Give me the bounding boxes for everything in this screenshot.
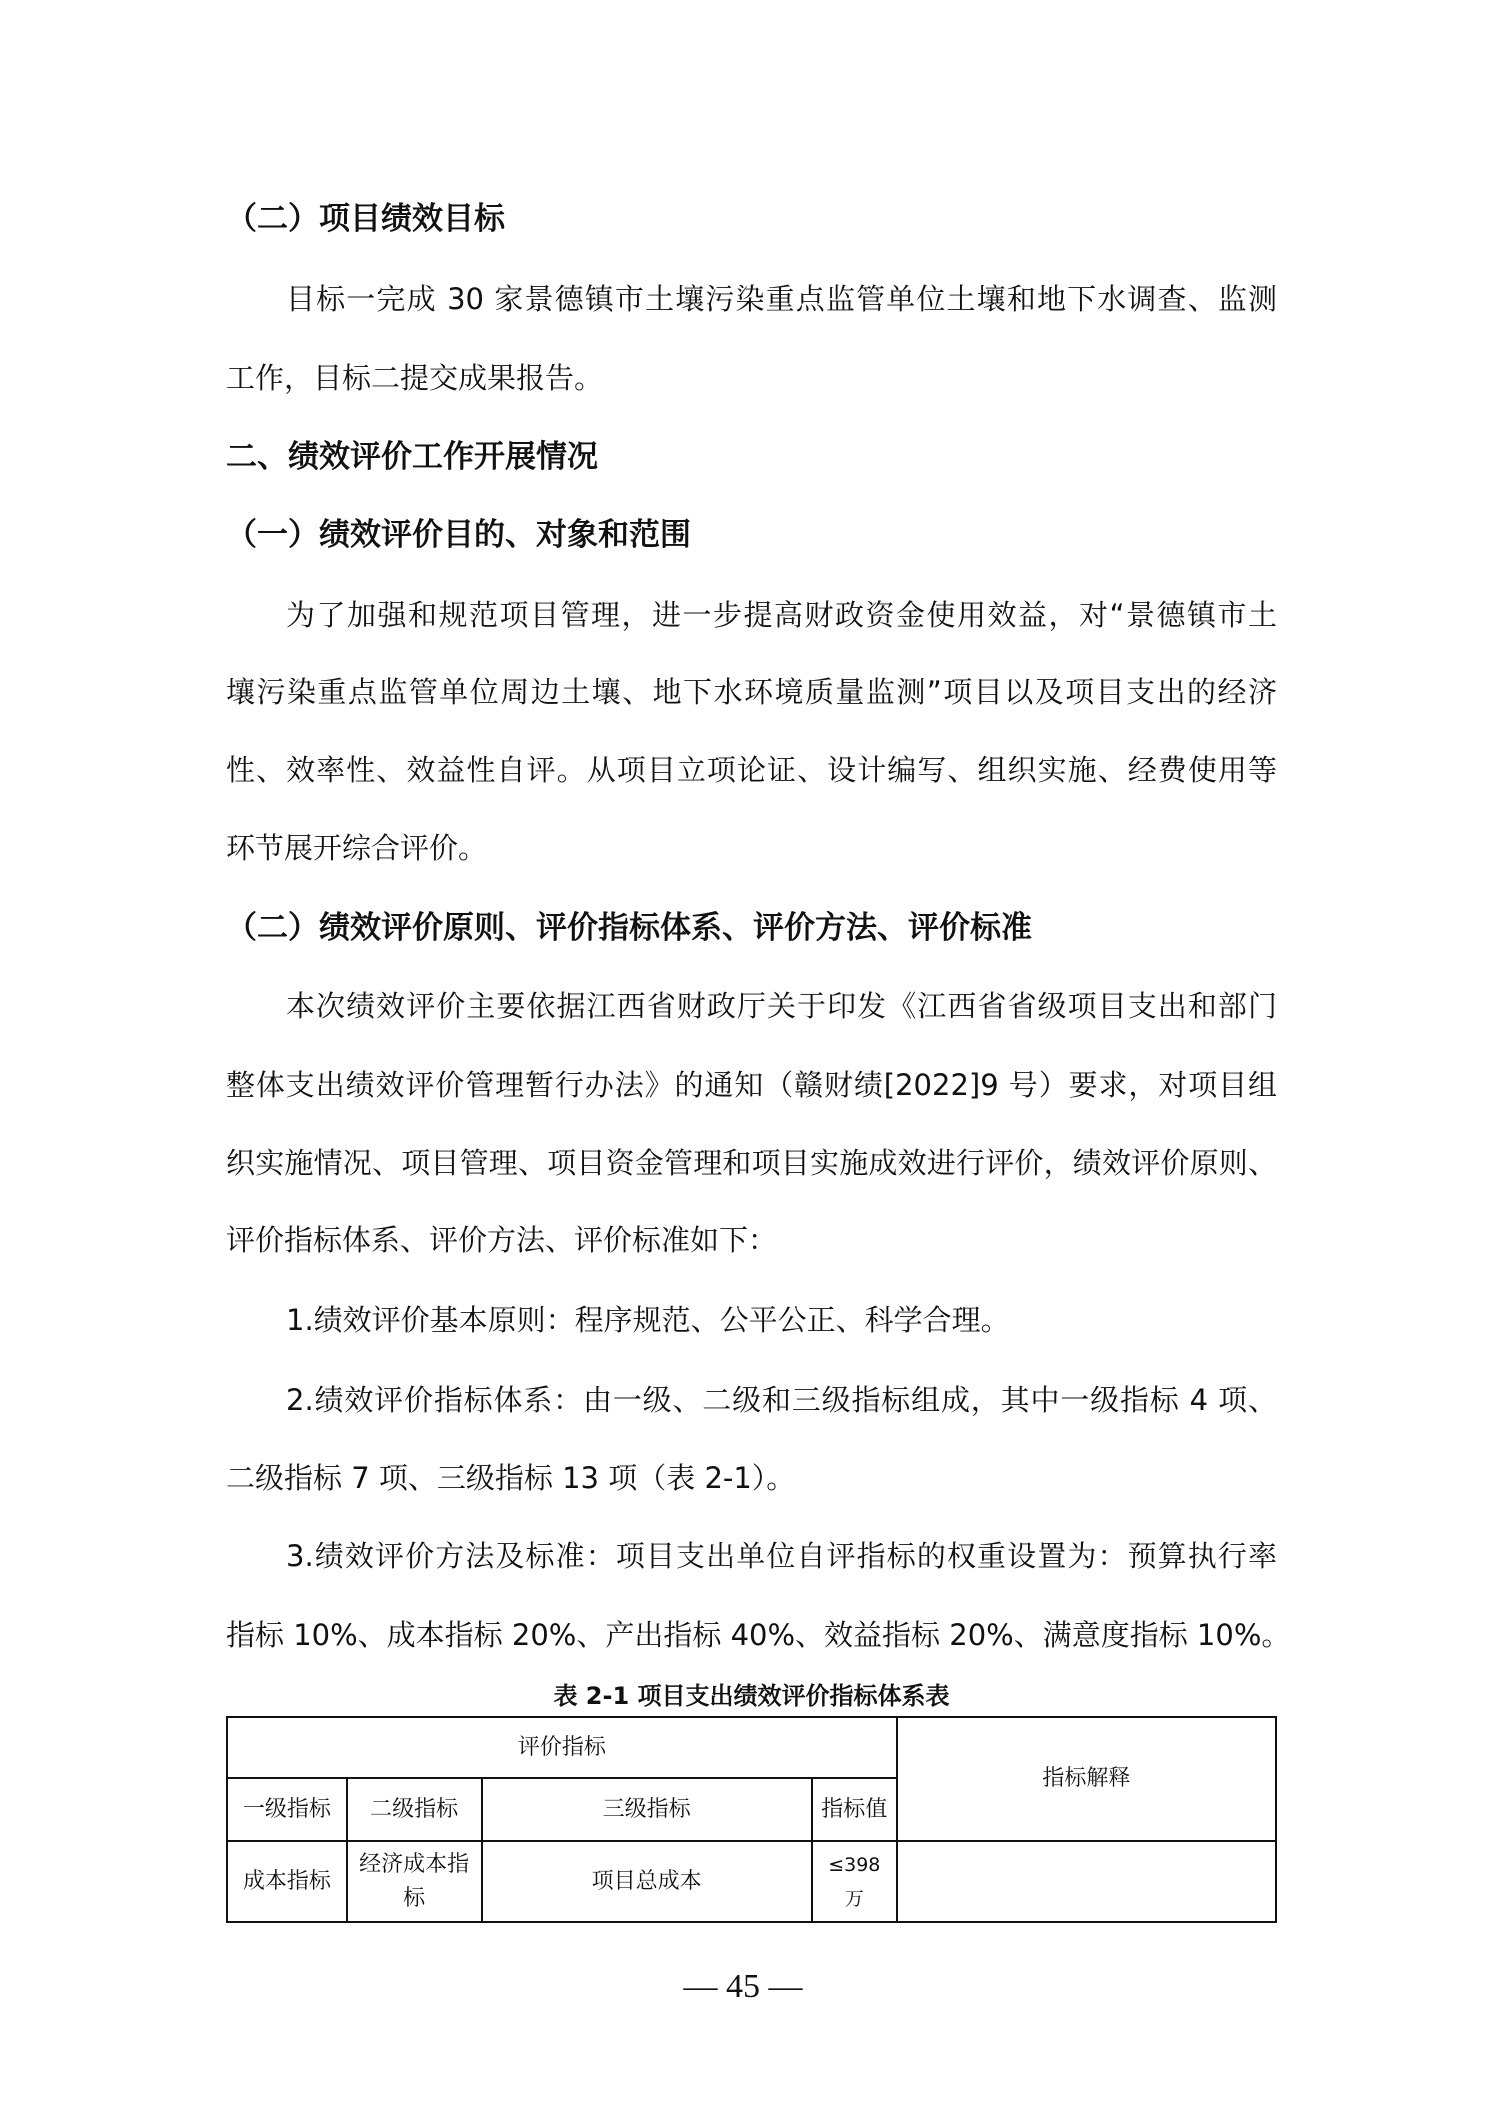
list-item-continued: 指标 10%、成本指标 20%、产出指标 40%、效益指标 20%、满意度指标 10%。 bbox=[226, 1618, 1291, 1652]
table-cell: 成本指标 bbox=[227, 1841, 347, 1922]
table-cell: 项目总成本 bbox=[482, 1841, 812, 1922]
list-item: 1.绩效评价基本原则：程序规范、公平公正、科学合理。 bbox=[286, 1303, 1010, 1337]
table-header: 二级指标 bbox=[347, 1778, 482, 1841]
table-group-header: 评价指标 bbox=[227, 1717, 897, 1778]
paragraph-line: 为了加强和规范项目管理，进一步提高财政资金使用效益，对“景德镇市土 bbox=[286, 598, 1277, 632]
list-item-continued: 二级指标 7 项、三级指标 13 项（表 2-1）。 bbox=[226, 1461, 796, 1495]
paragraph-line: 环节展开综合评价。 bbox=[226, 831, 488, 865]
paragraph-line: 整体支出绩效评价管理暂行办法》的通知（赣财绩[2022]9 号）要求，对项目组 bbox=[226, 1068, 1277, 1102]
table-row bbox=[227, 1841, 1276, 1922]
table-cell bbox=[897, 1841, 1276, 1922]
paragraph-line: 目标一完成 30 家景德镇市土壤污染重点监管单位土壤和地下水调查、监测 bbox=[286, 282, 1277, 316]
paragraph-line: 本次绩效评价主要依据江西省财政厅关于印发《江西省省级项目支出和部门 bbox=[286, 989, 1277, 1023]
table-header: 一级指标 bbox=[227, 1778, 347, 1841]
heading-principles: （二）绩效评价原则、评价指标体系、评价方法、评价标准 bbox=[226, 910, 1032, 946]
paragraph-line: 壤污染重点监管单位周边土壤、地下水环境质量监测”项目以及项目支出的经济 bbox=[226, 675, 1277, 709]
page-number: — 45 — bbox=[683, 1968, 803, 2005]
paragraph-line: 性、效率性、效益性自评。从项目立项论证、设计编写、组织实施、经费使用等 bbox=[226, 753, 1277, 787]
list-item: 2.绩效评价指标体系：由一级、二级和三级指标组成，其中一级指标 4 项、 bbox=[286, 1383, 1277, 1417]
paragraph-line: 织实施情况、项目管理、项目资金管理和项目实施成效进行评价，绩效评价原则、 bbox=[226, 1146, 1277, 1180]
table-cell: 经济成本指标 bbox=[347, 1841, 482, 1922]
list-item: 3.绩效评价方法及标准：项目支出单位自评指标的权重设置为：预算执行率 bbox=[286, 1539, 1277, 1573]
heading-section-2: 二、绩效评价工作开展情况 bbox=[226, 439, 598, 475]
table-header: 三级指标 bbox=[482, 1778, 812, 1841]
paragraph-line: 工作，目标二提交成果报告。 bbox=[226, 361, 604, 395]
paragraph-line: 评价指标体系、评价方法、评价标准如下： bbox=[226, 1223, 778, 1257]
heading-project-goals: （二）项目绩效目标 bbox=[226, 201, 505, 237]
table-header-explanation: 指标解释 bbox=[897, 1717, 1276, 1841]
indicator-table bbox=[226, 1716, 1277, 1923]
table-header: 指标值 bbox=[812, 1778, 897, 1841]
table-cell: ≤398 万 bbox=[812, 1841, 897, 1922]
table-caption: 表 2-1 项目支出绩效评价指标体系表 bbox=[553, 1682, 950, 1710]
heading-purpose: （一）绩效评价目的、对象和范围 bbox=[226, 517, 691, 553]
